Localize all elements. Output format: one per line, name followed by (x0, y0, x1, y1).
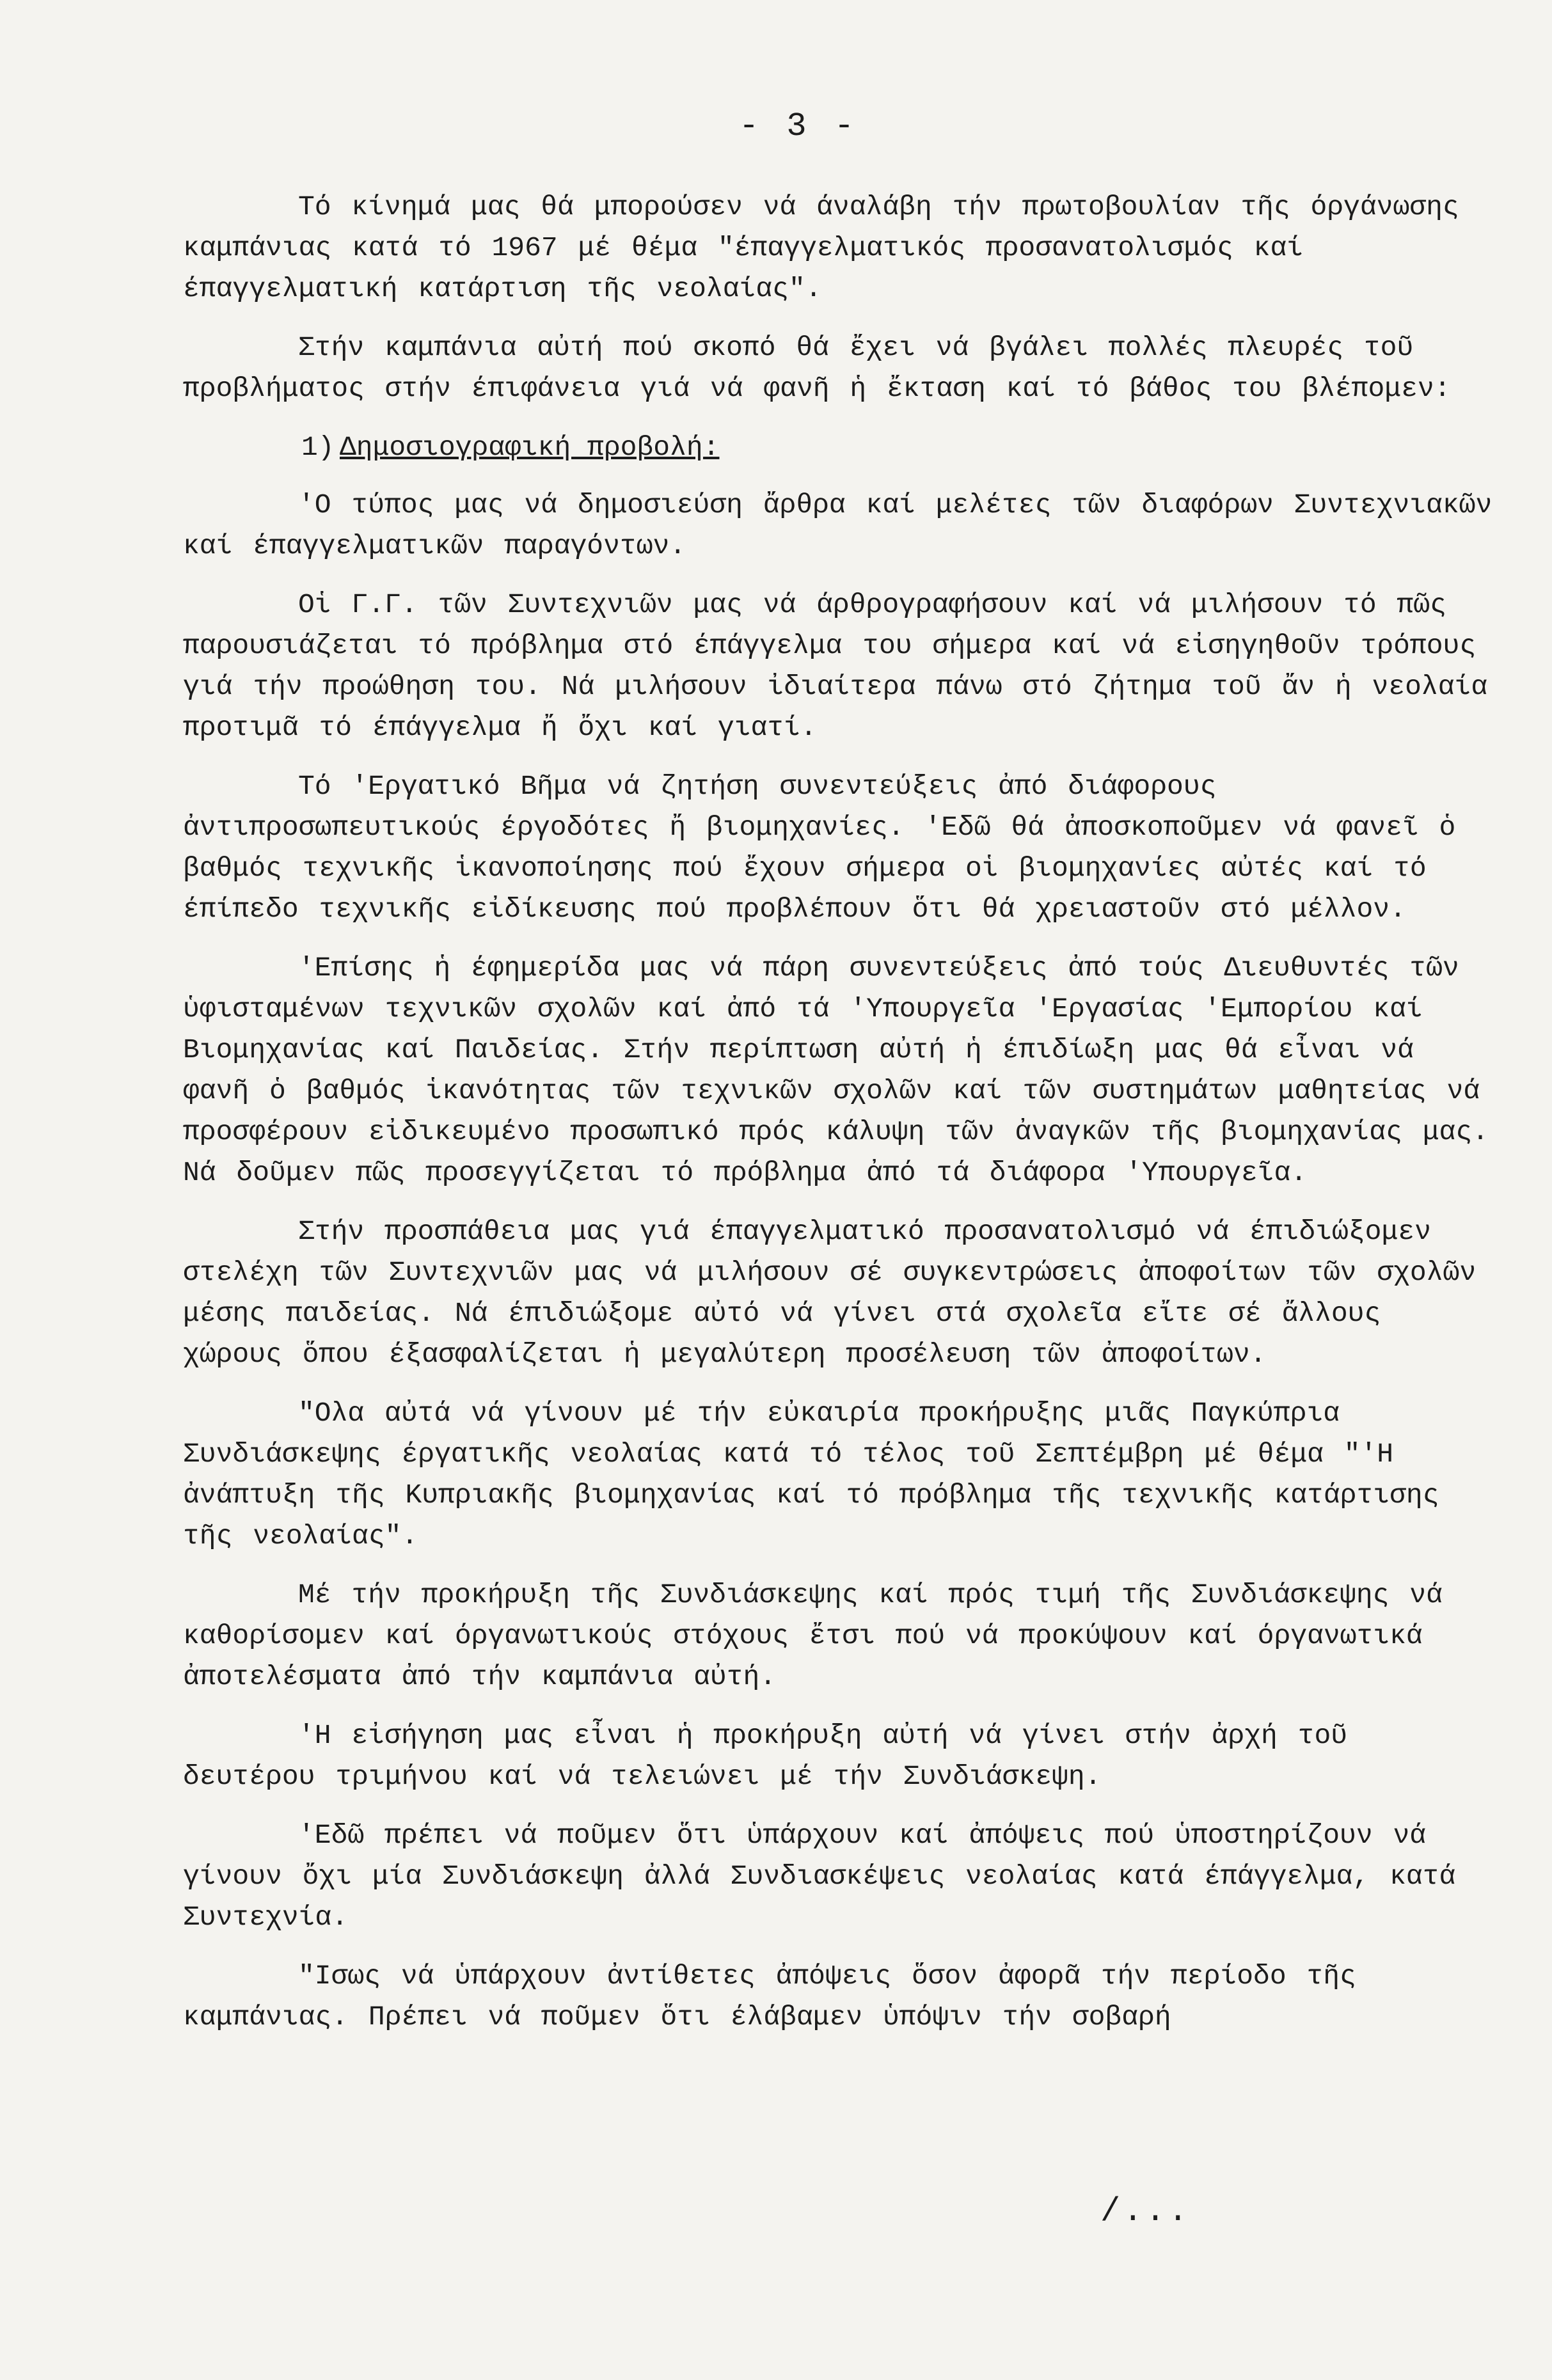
page-number: - 3 - (739, 107, 859, 145)
paragraph: 'Εδῶ πρέπει νά ποῦμεν ὅτι ὑπάρχουν καί ἀπόψεις πού ὑποστηρίζουν νά γίνουν ὄχι μία Συνδιάσκεψη ἀλλά Συνδιασκέψεις νεολαίας κατά έπάγγελμα, κατά Συντεχνία. (183, 1820, 1456, 1933)
document-body (183, 187, 1494, 2056)
paragraph: Μέ τήν προκήρυξη τῆς Συνδιάσκεψης καί πρός τιμή τῆς Συνδιάσκεψης νά καθορίσομεν καί όργανωτικούς στόχους ἔτσι πού νά προκύψουν καί όργανωτικά ἀποτελέσματα ἀπό τήν καμπάνια αὐτή. (183, 1579, 1443, 1692)
paragraph: Στήν καμπάνια αὐτή πού σκοπό θά ἔχει νά βγάλει πολλές πλευρές τοῦ προβλήματος στήν έπιφάνεια γιά νά φανῆ ἡ ἔκταση καί τό βάθος του βλέπομεν: (183, 332, 1451, 404)
continuation-mark: /... (1100, 2193, 1191, 2230)
paragraph: Οἱ Γ.Γ. τῶν Συντεχνιῶν μας νά άρθρογραφήσουν καί νά μιλήσουν τό πῶς παρουσιάζεται τό πρόβλημα στό έπάγγελμα του σήμερα καί νά εἰσηγηθοῦν τρόπους γιά τήν προώθηση του. Νά μιλήσουν ἰδιαίτερα πάνω στό ζήτημα τοῦ ἄν ἡ νεολαία προτιμᾶ τό έπάγγελμα ἤ ὄχι καί γιατί. (183, 589, 1488, 743)
paragraph: "Ισως νά ὑπάρχουν ἀντίθετες ἀπόψεις ὅσον ἀφορᾶ τήν περίοδο τῆς καμπάνιας. Πρέπει νά ποῦμεν ὅτι έλάβαμεν ὑπόψιν τήν σοβαρή (183, 1960, 1356, 2033)
section-number: 1) (301, 432, 335, 463)
paragraph: 'Η εἰσήγηση μας εἶναι ἡ προκήρυξη αὐτή νά γίνει στήν ἀρχή τοῦ δευτέρου τριμήνου καί νά τελειώνει μέ τήν Συνδιάσκεψη. (183, 1720, 1348, 1792)
section-heading (183, 427, 1494, 468)
paragraph: Τό κίνημά μας θά μπορούσεν νά άναλάβη τήν πρωτοβουλίαν τῆς όργάνωσης καμπάνιας κατά τό 1967 μέ θέμα "έπαγγελματικός προσανατολισμός καί έπαγγελματική κατάρτιση τῆς νεολαίας". (183, 191, 1459, 304)
paragraph: Τό 'Εργατικό Βῆμα νά ζητήση συνεντεύξεις ἀπό διάφορους ἀντιπροσωπευτικούς έργοδότες ἤ βιομηχανίες. 'Εδῶ θά ἀποσκοποῦμεν νά φανεῖ ὁ βαθμός τεχνικῆς ἱκανοποίησης πού ἔχουν σήμερα οἱ βιομηχανίες αὐτές καί τό έπίπεδο τεχνικῆς εἰδίκευσης πού προβλέπουν ὅτι θά χρειαστοῦν στό μέλλον. (183, 771, 1456, 925)
paragraph: Στήν προσπάθεια μας γιά έπαγγελματικό προσανατολισμό νά έπιδιώξομεν στελέχη τῶν Συντεχνιῶν μας νά μιλήσουν σέ συγκεντρώσεις ἀποφοίτων τῶν σχολῶν μέσης παιδείας. Νά έπιδιώξομε αὐτό νά γίνει στά σχολεῖα εἴτε σέ ἄλλους χώρους ὅπου έξασφαλίζεται ἡ μεγαλύτερη προσέλευση τῶν ἀποφοίτων. (183, 1216, 1477, 1370)
paragraph: 'Ο τύπος μας νά δημοσιεύση ἄρθρα καί μελέτες τῶν διαφόρων Συντεχνιακῶν καί έπαγγελματικῶν παραγόντων. (183, 489, 1493, 562)
paragraph: "Ολα αὐτά νά γίνουν μέ τήν εὐκαιρία προκήρυξης μιᾶς Παγκύπρια Συνδιάσκεψης έργατικῆς νεολαίας κατά τό τέλος τοῦ Σεπτέμβρη μέ θέμα "'Η ἀνάπτυξη τῆς Κυπριακῆς βιομηχανίας καί τό πρόβλημα τῆς τεχνικῆς κατάρτισης τῆς νεολαίας". (183, 1398, 1439, 1552)
paragraph: 'Επίσης ἡ έφημερίδα μας νά πάρη συνεντεύξεις ἀπό τούς Διευθυντές τῶν ὑφισταμένων τεχνικῶν σχολῶν καί ἀπό τά 'Υπουργεῖα 'Εργασίας 'Εμπορίου καί Βιομηχανίας καί Παιδείας. Στήν περίπτωση αὐτή ἡ έπιδίωξη μας θά εἶναι νά φανῆ ὁ βαθμός ἱκανότητας τῶν τεχνικῶν σχολῶν καί τῶν συστημάτων μαθητείας νά προσφέρουν εἰδικευμένο προσωπικό πρός κάλυψη τῶν ἀναγκῶν τῆς βιομηχανίας μας. Νά δοῦμεν πῶς προσεγγίζεται τό πρόβλημα ἀπό τά διάφορα 'Υπουργεῖα. (183, 952, 1489, 1188)
section-title: Δημοσιογραφική προβολή: (340, 432, 720, 463)
